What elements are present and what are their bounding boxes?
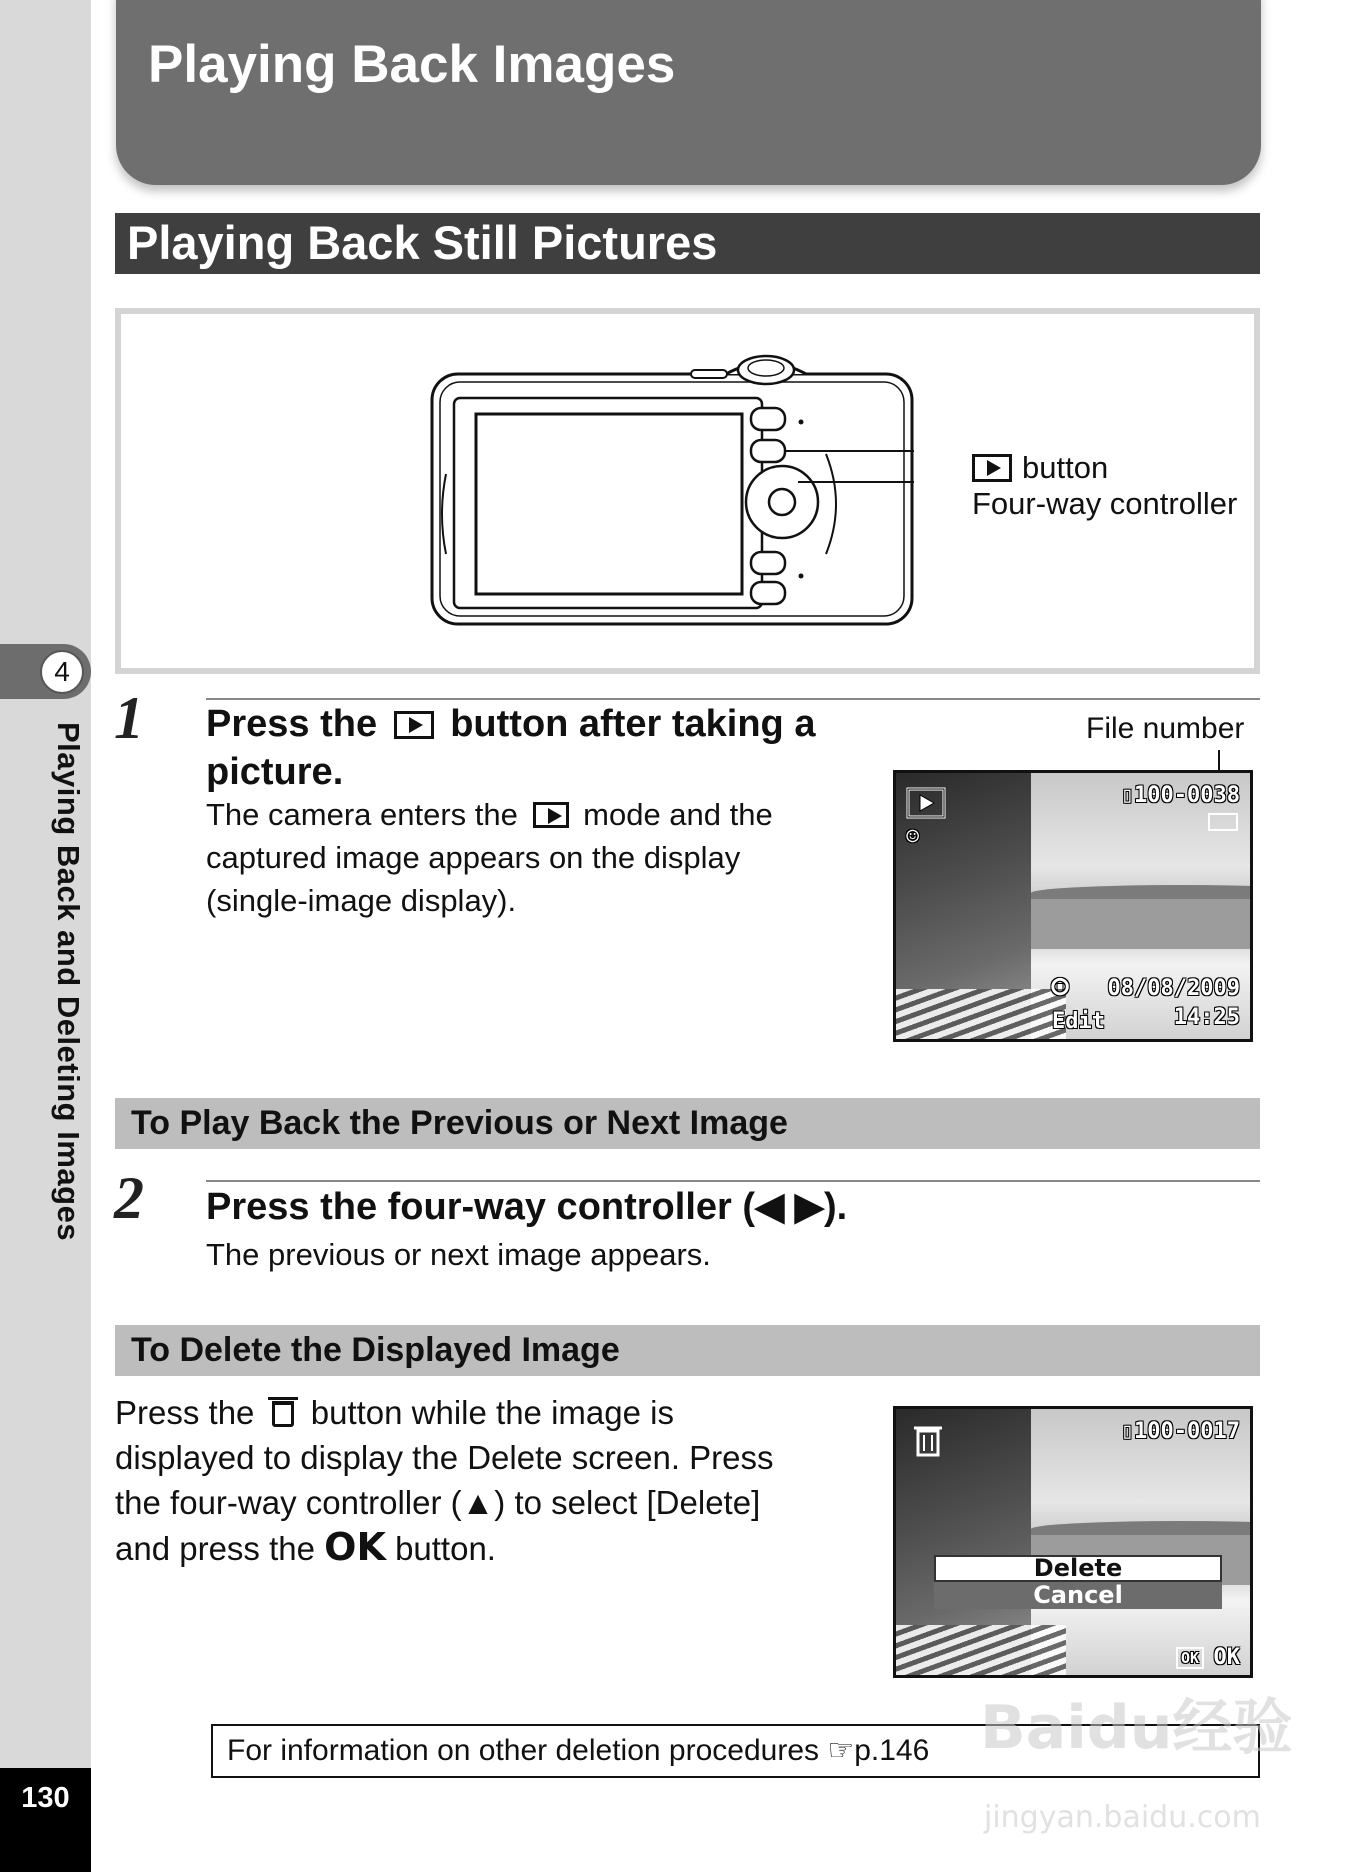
playback-mode-icon bbox=[906, 787, 946, 819]
ok-button-symbol: OK bbox=[324, 1525, 386, 1569]
delete-instructions bbox=[115, 1390, 865, 1571]
delete-screen bbox=[893, 1406, 1253, 1678]
file-number-label: File number bbox=[1086, 712, 1245, 745]
file-number: ▯100-0017 bbox=[1120, 1419, 1240, 1444]
beach-chairs bbox=[896, 989, 1066, 1039]
four-way-callout: Four-way controller bbox=[972, 486, 1238, 521]
step2-body: The previous or next image appears. bbox=[206, 1237, 711, 1272]
sea bbox=[1031, 899, 1250, 949]
camera-back-drawing bbox=[426, 354, 926, 644]
step1-body-part4: (single-image display). bbox=[206, 883, 517, 918]
file-number: ▯100-0038 bbox=[1120, 783, 1240, 808]
step1-body bbox=[206, 793, 886, 922]
edit-label: Edit bbox=[1052, 1009, 1105, 1034]
file-number-value: 100-0038 bbox=[1134, 783, 1240, 808]
section-title: Playing Back Still Pictures bbox=[115, 213, 1260, 274]
beach-chairs bbox=[896, 1625, 1066, 1675]
baidu-watermark: Baidu经验 bbox=[980, 1693, 1293, 1763]
step1-heading-part3: picture. bbox=[206, 751, 344, 793]
battery-icon bbox=[1208, 813, 1238, 831]
subsection-delete: To Delete the Displayed Image bbox=[115, 1325, 1260, 1376]
menu-delete[interactable]: Delete bbox=[934, 1555, 1222, 1582]
step1-heading-part2: button after taking a bbox=[450, 703, 816, 745]
delete-para-part4: the four-way controller (▲) to select [Delete] bbox=[115, 1484, 761, 1521]
step1-heading bbox=[206, 700, 886, 796]
ok-label: OK bbox=[1213, 1645, 1240, 1670]
delete-para-part5: and press the bbox=[115, 1530, 315, 1567]
step1-body-part1: The camera enters the bbox=[206, 797, 518, 832]
delete-para-part3: displayed to display the Delete screen. Press bbox=[115, 1439, 774, 1476]
subsection-previous-next: To Play Back the Previous or Next Image bbox=[115, 1098, 1260, 1149]
page-number: 130 bbox=[21, 1781, 70, 1814]
four-way-icon: ⊙ bbox=[1051, 969, 1070, 1004]
play-button-callout-text: button bbox=[1022, 450, 1109, 485]
delete-menu bbox=[934, 1555, 1222, 1609]
step2-number: 2 bbox=[114, 1165, 144, 1231]
playback-icon bbox=[972, 454, 1012, 482]
playback-screen bbox=[893, 770, 1253, 1042]
page-title: Playing Back Images bbox=[148, 35, 676, 94]
chapter-number: 4 bbox=[40, 650, 84, 694]
step2-rule bbox=[206, 1180, 1260, 1182]
step1-number: 1 bbox=[114, 685, 144, 751]
trash-icon bbox=[910, 1419, 946, 1459]
baidu-watermark-url: jingyan.baidu.com bbox=[984, 1800, 1261, 1835]
play-button-callout bbox=[972, 450, 1108, 486]
file-number-value: 100-0017 bbox=[1134, 1419, 1240, 1444]
playback-icon bbox=[533, 802, 569, 828]
menu-cancel[interactable]: Cancel bbox=[934, 1582, 1222, 1609]
face-icon: ☺ bbox=[906, 825, 920, 850]
step2-heading: Press the four-way controller (◀ ▶). bbox=[206, 1186, 848, 1228]
time: 14:25 bbox=[1173, 1005, 1240, 1030]
trash-icon bbox=[272, 1401, 294, 1427]
step1-heading-part1: Press the bbox=[206, 703, 378, 745]
ok-icon: OK bbox=[1176, 1647, 1204, 1669]
chapter-title: Playing Back and Deleting Images bbox=[51, 722, 86, 1242]
camera-illustration bbox=[115, 308, 1260, 674]
date: 08/08/2009 bbox=[1107, 976, 1240, 1001]
playback-icon bbox=[394, 711, 434, 739]
step1-body-part3: captured image appears on the display bbox=[206, 840, 741, 875]
deletion-reference-note: For information on other deletion procedures ☞p.146 bbox=[211, 1724, 1260, 1778]
step1-body-part2: mode and the bbox=[583, 797, 773, 832]
delete-para-part1: Press the bbox=[115, 1394, 255, 1431]
delete-para-part2: button while the image is bbox=[310, 1394, 674, 1431]
delete-para-part6: button. bbox=[395, 1530, 496, 1567]
